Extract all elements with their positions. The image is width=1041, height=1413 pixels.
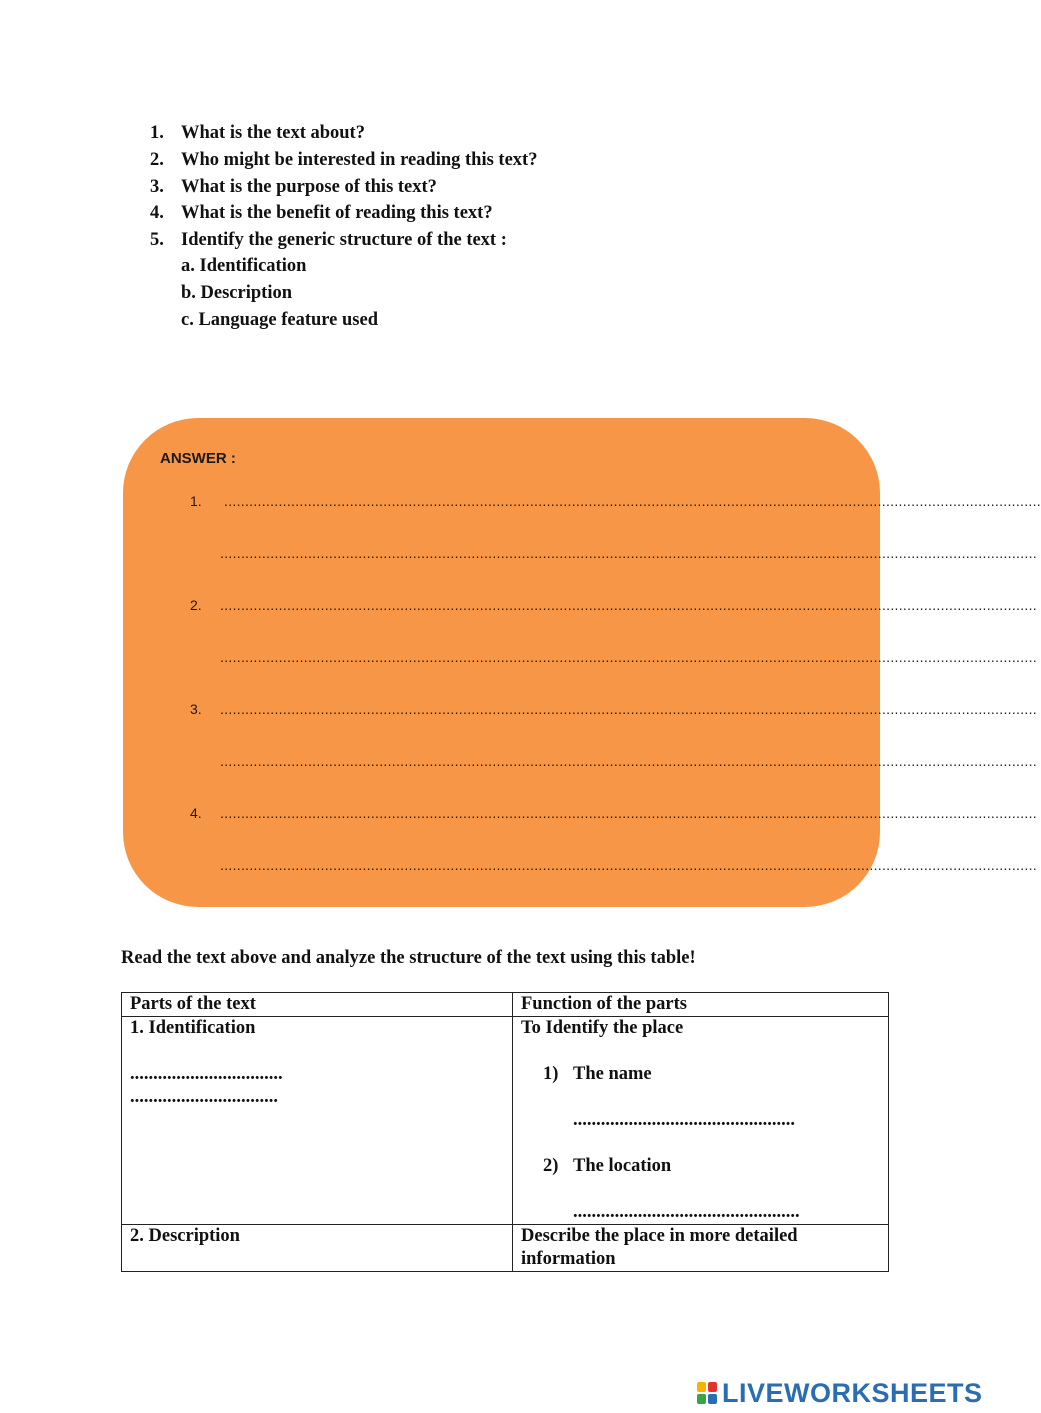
answer-line-4a[interactable]: ................................................................................................................................................................................................... [220, 805, 1037, 821]
description-function-cell: Describe the place in more detailed information [513, 1225, 889, 1272]
header-function: Function of the parts [513, 993, 889, 1017]
identify-place-title: To Identify the place [521, 1018, 684, 1038]
question-item: 2. Who might be interested in reading this text? [150, 149, 538, 170]
description-cell: 2. Description [122, 1225, 513, 1272]
answer-title: ANSWER : [160, 450, 236, 467]
structure-subitems [181, 253, 378, 333]
answer-line-1b[interactable]: ................................................................................................................................................................................................... [220, 545, 1037, 561]
identification-label: 1. Identification [130, 1018, 256, 1038]
table-row [122, 1017, 889, 1225]
answer-line-3b[interactable]: ................................................................................................................................................................................................... [220, 753, 1037, 769]
subitem: a. Identification [181, 256, 307, 276]
answer-line-3a[interactable]: ................................................................................................................................................................................................... [220, 701, 1037, 717]
table-header-row [122, 993, 889, 1017]
subitem: c. Language feature used [181, 309, 378, 330]
identification-cell [122, 1017, 513, 1225]
liveworksheets-logo-icon [697, 1382, 719, 1406]
answer-number: 2. [190, 597, 202, 613]
answer-number: 1. [190, 493, 202, 509]
question-item: 4. What is the benefit of reading this text? [150, 203, 493, 224]
answer-line-1a[interactable]: ................................................................................................................................................................................................... [224, 493, 1041, 509]
identification-blank-1[interactable]: ................................. [130, 1064, 283, 1084]
answer-box [123, 418, 1041, 907]
identification-blank-2[interactable]: ................................ [130, 1087, 278, 1107]
question-item: 3. What is the purpose of this text? [150, 176, 437, 197]
logo-text: LIVEWORKSHEETS [722, 1378, 983, 1408]
answer-line-4b[interactable]: ................................................................................................................................................................................................... [220, 857, 1037, 873]
answer-number: 3. [190, 701, 202, 717]
question-item: 5. Identify the generic structure of the text : [150, 230, 507, 251]
header-parts: Parts of the text [122, 993, 513, 1017]
structure-table [121, 992, 889, 1272]
identification-function-cell [513, 1017, 889, 1225]
liveworksheets-logo[interactable] [697, 1378, 983, 1409]
answer-line-2a[interactable]: ................................................................................................................................................................................................... [220, 597, 1037, 613]
location-blank[interactable]: ................................................. [573, 1202, 800, 1222]
table-row [122, 1225, 889, 1272]
location-item: 2) The location [543, 1156, 672, 1176]
subitem: b. Description [181, 282, 292, 303]
question-list [150, 120, 537, 254]
name-item: 1) The name [543, 1064, 652, 1084]
answer-number: 4. [190, 805, 202, 821]
answer-line-2b[interactable]: ................................................................................................................................................................................................... [220, 649, 1037, 665]
table-instruction: Read the text above and analyze the structure of the text using this table! [121, 948, 696, 968]
name-blank[interactable]: ................................................ [573, 1110, 795, 1130]
question-item: 1. What is the text about? [150, 123, 365, 143]
